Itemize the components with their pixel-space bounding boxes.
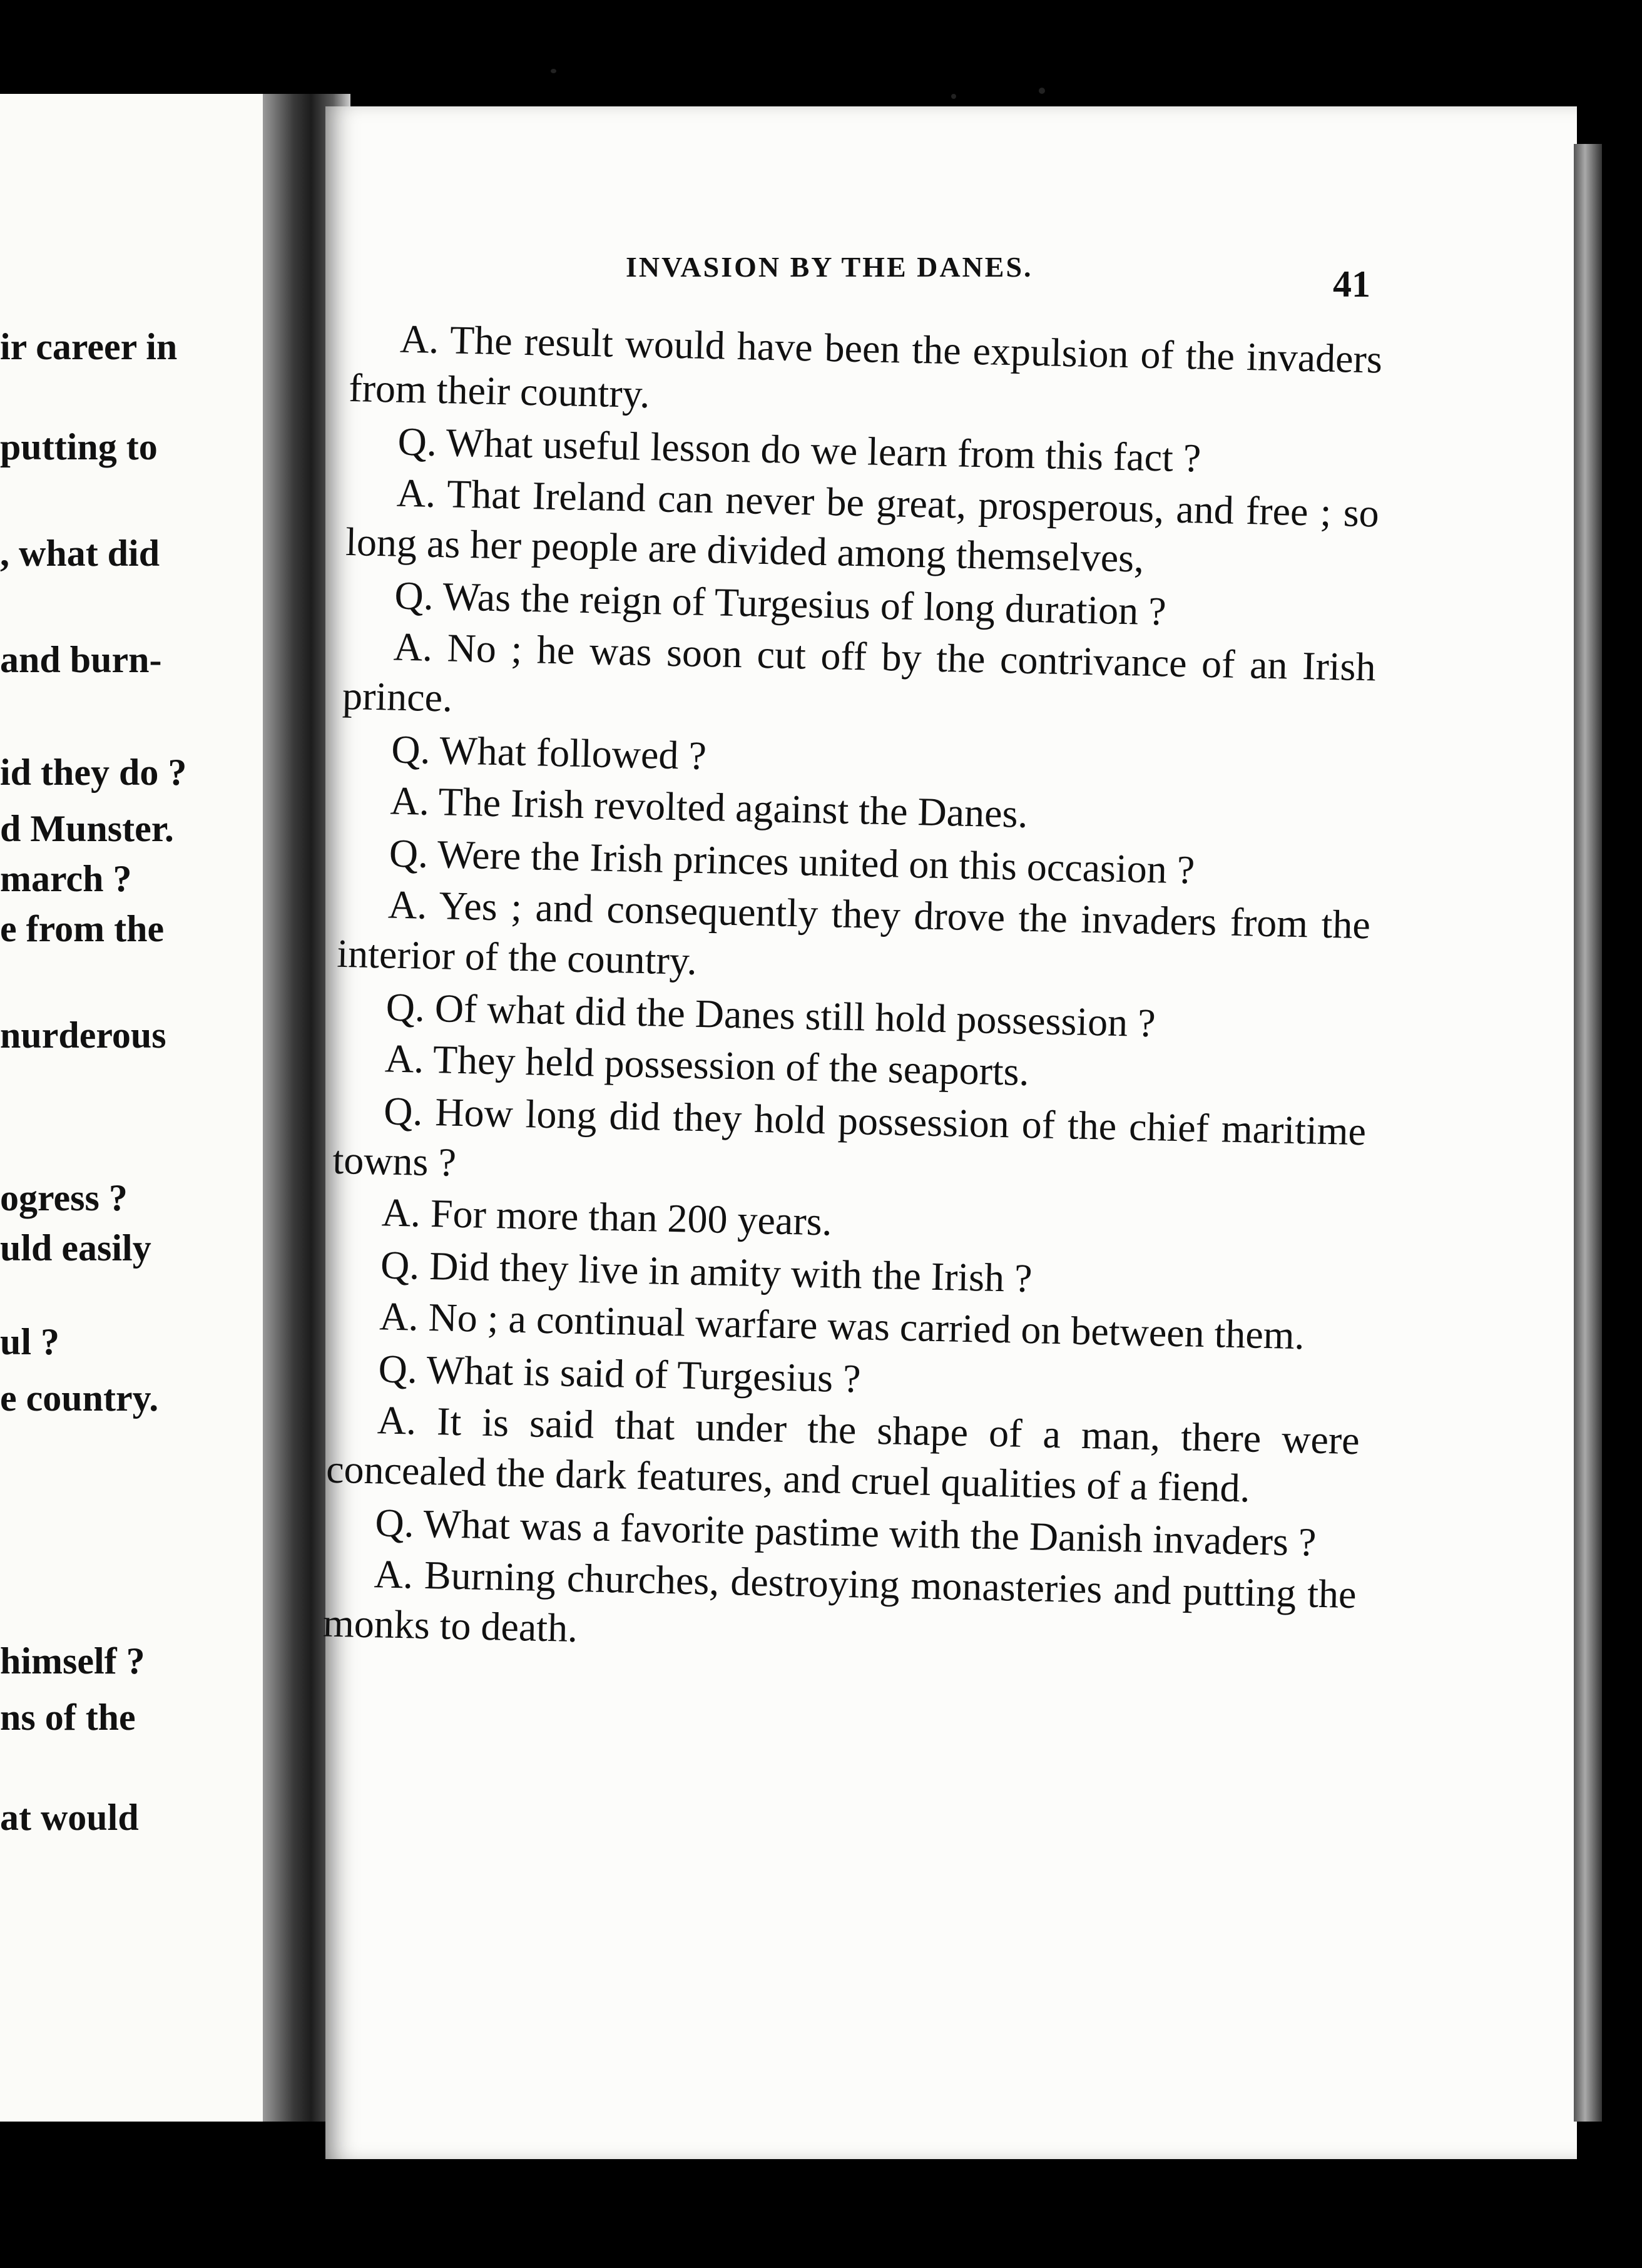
question-paragraph: Q. Did they live in amity with the Irish ? [380,1242,1033,1301]
answer-paragraph: A. The Irish revolted against the Danes. [389,778,1029,836]
left-line: ul ? [0,1321,60,1362]
left-line: e country. [0,1377,159,1419]
answer-paragraph: A. They held possession of the seaports. [384,1036,1030,1094]
left-line: d Munster. [0,808,174,849]
left-line: ir career in [0,326,178,367]
answer-paragraph: A. No ; he was soon cut off by the contrivance of an Irish prince. [342,624,1377,720]
left-line: nurderous [0,1014,166,1056]
page-edge-shadow [1574,144,1602,2122]
left-line: himself ? [0,1640,145,1682]
question-paragraph: Q. What useful lesson do we learn from this fact ? [397,419,1201,481]
left-line: ns of the [0,1697,136,1738]
answer-paragraph: A. Yes ; and consequently they drove the invaders from the interior of the country. [336,882,1371,983]
left-line: uld easily [0,1227,151,1269]
left-line: at would [0,1797,139,1838]
scan-speck [1039,88,1045,94]
left-line: march ? [0,858,132,899]
question-paragraph: Q. Was the reign of Turgesius of long duration ? [394,573,1167,634]
question-paragraph: Q. What was a favorite pastime with the Danish invaders ? [374,1500,1317,1565]
question-paragraph: Q. What followed ? [390,727,707,779]
scan-speck [951,94,956,99]
question-paragraph: Q. Of what did the Danes still hold possession ? [385,984,1156,1046]
left-line: id they do ? [0,752,187,793]
answer-paragraph: A. No ; a continual warfare was carried on between them. [379,1294,1305,1358]
left-line: ogress ? [0,1177,128,1218]
page-number: 41 [1333,263,1370,305]
left-line: and burn- [0,639,162,680]
answer-paragraph: A. Burning churches, destroying monasteries and putting the monks to death. [322,1551,1357,1651]
question-paragraph: Q. Were the Irish princes united on this occasion ? [389,830,1195,892]
left-line: e from the [0,908,165,949]
answer-paragraph: A. That Ireland can never be great, prosperous, and free ; so long as her people are divided among themselves, [345,470,1380,581]
left-line: , what did [0,533,160,574]
answer-paragraph: A. For more than 200 years. [381,1190,833,1244]
answer-paragraph: A. It is said that under the shape of a man, there were concealed the dark features, and cruel qualities of a fiend. [325,1397,1360,1511]
answer-paragraph: A. The result would have been the expulsion of the invaders from their country. [348,316,1383,417]
catechism-text [322,313,1382,1671]
scan-speck [551,69,556,73]
running-head: INVASION BY THE DANES. [626,251,1033,283]
question-paragraph: Q. How long did they hold possession of the chief maritime towns ? [332,1088,1367,1185]
question-paragraph: Q. What is said of Turgesius ? [377,1346,862,1401]
left-line: putting to [0,426,158,467]
